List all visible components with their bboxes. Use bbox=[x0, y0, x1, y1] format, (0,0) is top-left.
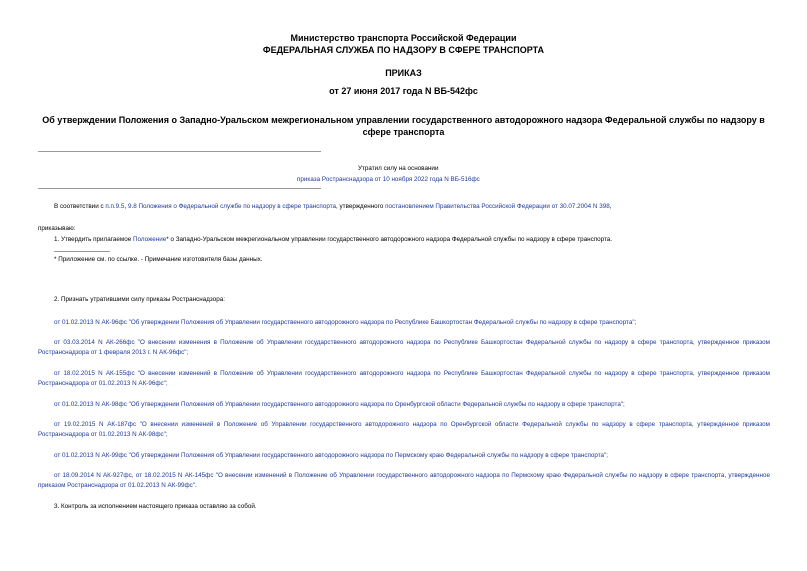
repealed-act-6-link[interactable]: от 01.02.2013 N АК-99фс "Об утверждении Положения об Управлении государственного автодорожного надзора по Пермскому краю Федеральной службы по надзору в сфере транспорта"; bbox=[54, 452, 609, 459]
divider-bottom bbox=[38, 188, 321, 189]
item-1 bbox=[54, 236, 612, 243]
footnote: * Приложение см. по ссылке. - Примечание изготовителя базы данных. bbox=[54, 256, 263, 263]
repealed-act-5 bbox=[38, 420, 770, 440]
item-1-text-a: 1. Утвердить прилагаемое bbox=[54, 236, 133, 243]
preamble-link-government-decree[interactable]: постановлением Правительства Российской Федерации от 30.07.2004 N 398 bbox=[385, 203, 610, 210]
doc-title-line2: сфере транспорта bbox=[362, 127, 445, 137]
item-2: 2. Признать утратившими силу приказы Ространснадзора: bbox=[54, 296, 225, 303]
preamble bbox=[54, 203, 611, 210]
divider-top bbox=[38, 151, 321, 152]
repealed-act-1 bbox=[38, 318, 770, 328]
repealed-act-6 bbox=[38, 451, 770, 461]
preamble-link-item-9-5[interactable]: п.п.9.5 bbox=[105, 203, 125, 210]
footnote-divider bbox=[54, 251, 110, 252]
repealed-act-5-link[interactable]: от 19.02.2015 N АК-187фс "О внесении изменений в Положение об Управлении государственного автодорожного надзора по Оренбургской области Федеральной службы по надзору в сфере транспорта, утвержденное приказом Ространснадзора от 01.02.2013 N АК-98фс"; bbox=[38, 421, 770, 438]
status-line1: Утратил силу на основании bbox=[358, 165, 439, 172]
doc-type: ПРИКАЗ bbox=[385, 68, 422, 78]
repealed-act-7-link[interactable]: от 18.09.2014 N АК-927фс, от 18.02.2015 N АК-145фс "О внесении изменений в Положение об Управлении государственного автодорожного надзора по Пермскому краю Федеральной службы по надзору в сфере транспорта, утвержденное приказом Ространснадзора от 01.02.2013 N АК-99фс". bbox=[38, 472, 770, 489]
repealed-act-4-link[interactable]: от 01.02.2013 N АК-98фс "Об утверждении Положения об Управлении государственного автодорожного надзора по Оренбургской области Федеральной службы по надзору в сфере транспорта"; bbox=[54, 401, 625, 408]
preamble-text-a: В соответствии с bbox=[54, 203, 106, 210]
repealed-act-4 bbox=[38, 400, 770, 410]
repealed-act-2 bbox=[38, 338, 770, 358]
ministry-name: Министерство транспорта Российской Федерации bbox=[290, 33, 517, 43]
doc-title-line1: Об утверждении Положения о Западно-Уральском межрегиональном управлении государственного автодорожного надзора Федеральной службы по надзору в bbox=[42, 115, 765, 125]
order-word: приказываю: bbox=[38, 225, 76, 232]
service-name: ФЕДЕРАЛЬНАЯ СЛУЖБА ПО НАДЗОРУ В СФЕРЕ ТРАНСПОРТА bbox=[262, 45, 545, 55]
preamble-link-regulation[interactable]: 9.8 Положения о Федеральной службе по надзору в сфере транспорта bbox=[127, 203, 337, 210]
item-1-text-b: * о Западно-Уральском межрегиональном управлении государственного автодорожного надзора Федеральной службы по надзору в сфере транспорта. bbox=[166, 236, 613, 243]
doc-date-number: от 27 июня 2017 года N ВБ-542фс bbox=[329, 86, 478, 96]
repealed-act-2-link[interactable]: от 03.03.2014 N АК-266фс "О внесении изменения в Положение об Управлении государственного автодорожного надзора по Республике Башкортостан Федеральной службы по надзору в сфере транспорта, утвержденное приказом Ространснадзора от 1 февраля 2013 г. N АК-96фс"; bbox=[38, 339, 770, 356]
item-1-regulation-link[interactable]: Положение bbox=[132, 236, 167, 243]
item-3: 3. Контроль за исполнением настоящего приказа оставляю за собой. bbox=[54, 503, 257, 510]
repealed-act-7 bbox=[38, 471, 770, 491]
preamble-text-d: , bbox=[609, 203, 612, 210]
repealed-act-1-link[interactable]: от 01.02.2013 N АК-96фс "Об утверждении Положения об Управлении государственного автодорожного надзора по Республике Башкортостан Федеральной службы по надзору в сфере транспорта"; bbox=[54, 319, 637, 326]
repealed-act-3 bbox=[38, 369, 770, 389]
repealed-act-3-link[interactable]: от 18.02.2015 N АК-155фс "О внесении изменений в Положение об Управлении государственного автодорожного надзора по Республике Башкортостан Федеральной службы по надзору в сфере транспорта, утвержденное приказом Ространснадзора от 01.02.2013 N АК-96фс"; bbox=[38, 370, 770, 387]
preamble-text-b: , bbox=[124, 203, 128, 210]
preamble-text-c: , утвержденного bbox=[336, 203, 386, 210]
status-repeal-link[interactable]: приказа Ространснадзора от 10 ноября 2022 года N ВБ-516фс bbox=[297, 176, 480, 183]
